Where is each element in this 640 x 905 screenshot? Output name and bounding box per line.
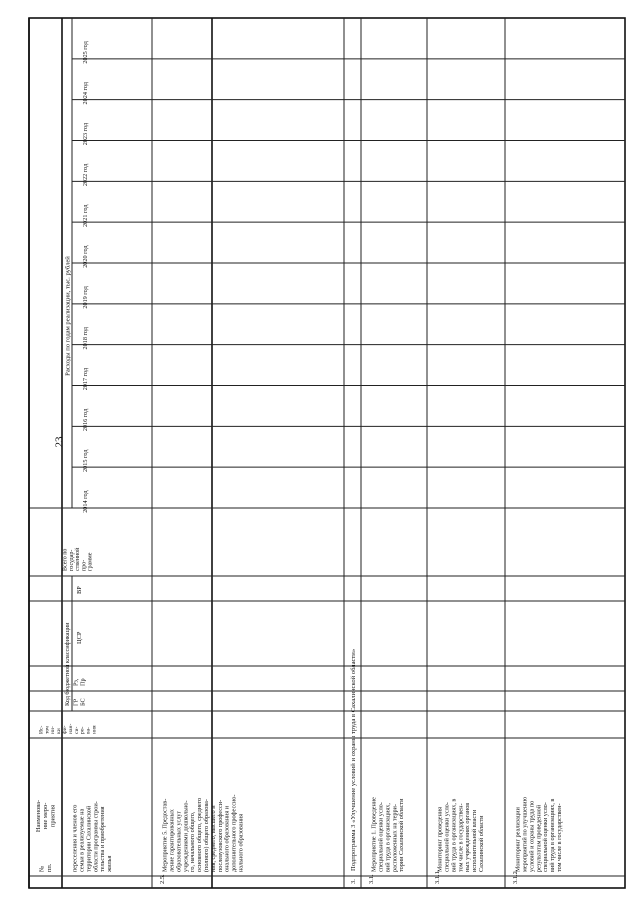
row-name-line: мероприятий по улучшению <box>521 796 529 872</box>
row-name-line: том числе в государствен- <box>457 803 465 872</box>
row-num-section <box>350 879 357 884</box>
header-num <box>39 863 53 872</box>
header-year-2016-год <box>82 408 89 431</box>
header-year-2017-год <box>82 367 89 390</box>
row-name-line: ление гарантированных <box>168 809 176 872</box>
text-line: Ис- <box>38 725 45 734</box>
row-name <box>437 799 485 872</box>
row-name-line: том числе в государствен- <box>556 803 564 872</box>
text-line: фи- <box>62 725 69 734</box>
text-line: ВР <box>76 586 84 594</box>
text-line: Всего по <box>62 548 69 571</box>
text-line: 3.1. <box>368 874 376 884</box>
text-line: Наименова- <box>35 799 43 833</box>
header-source <box>38 724 97 734</box>
header-year-2022-год <box>82 163 89 186</box>
header-year-2025-год <box>82 40 89 63</box>
text-line: пп. <box>45 863 53 872</box>
text-line: Расходы по годам реализации, тыс. рублей <box>64 256 72 376</box>
row-name-line: послевузовского професси- <box>216 799 224 872</box>
row-name <box>515 797 563 872</box>
text-line: Код бюджетной классификации <box>64 622 72 706</box>
header-year-2018-год <box>82 326 89 349</box>
text-line: БС <box>79 698 87 706</box>
text-line: про- <box>81 559 88 571</box>
row-name-line: тории Сахалинской области <box>398 798 406 872</box>
header-year-2020-год <box>82 245 89 268</box>
header-budget-code <box>64 622 71 706</box>
row-name-line: тельства и приобретения <box>99 806 107 872</box>
row-name-line: результатам проведенной <box>535 804 543 872</box>
page-number: 23 <box>53 436 65 448</box>
row-num <box>368 874 375 884</box>
header-name <box>35 800 56 832</box>
text-line: 3. <box>349 879 357 884</box>
text-line: Подпрограмма 3 «Улучшение условий и охраны труда в Сахалинской области» <box>349 648 357 871</box>
row-name-line: вий труда в организациях, в <box>549 798 557 872</box>
row-name <box>371 797 406 872</box>
row-name-line: условий и охраны труда по <box>528 800 536 872</box>
row-name-line: ных учреждениях органов <box>464 802 472 872</box>
row-name-line: специальной оценки усло- <box>443 802 451 872</box>
row-name-line: Мониторинг проведения <box>436 807 444 872</box>
row-name-line: семьи в реализуемые на <box>78 808 86 872</box>
header-vr <box>76 586 83 594</box>
row-name <box>162 795 245 872</box>
text-line: ки <box>56 728 63 734</box>
text-line: приятия <box>49 804 57 828</box>
row-name-line: Мероприятие 1. Проведение <box>370 797 378 872</box>
text-line: грамме <box>87 552 94 571</box>
header-rzpr <box>73 678 87 686</box>
row-name-line: нального образования <box>237 813 245 872</box>
text-line: ро- <box>79 726 86 734</box>
header-year-2021-год <box>82 204 89 227</box>
text-line: 2.5. <box>159 874 167 884</box>
text-line: 2015 год <box>82 449 90 472</box>
header-expenses <box>64 256 71 376</box>
row-name-line: учреждениями дошкольно- <box>182 800 190 872</box>
row-name-line: Сахалинской области <box>478 815 486 872</box>
header-total <box>63 547 94 571</box>
text-line: нан- <box>67 723 74 734</box>
text-line: ственной <box>75 547 82 571</box>
row-name-line: области программы строи- <box>92 801 100 872</box>
text-line: 2020 год <box>82 245 90 268</box>
row-name-line: основного общего, среднего <box>196 797 204 872</box>
text-line: 3.1.2. <box>512 869 520 884</box>
text-line: государ- <box>68 549 75 571</box>
row-name <box>72 801 114 873</box>
budget-table <box>27 16 627 890</box>
section-title <box>350 649 357 871</box>
row-name-line: Мероприятие 5. Предостав- <box>161 798 169 872</box>
text-line: Рз, <box>72 678 80 686</box>
row-name-line: образовательных услуг <box>175 810 183 872</box>
row-name-line: расположенных на терри- <box>391 804 399 872</box>
table-frame <box>29 18 625 888</box>
header-year-2015-год <box>82 449 89 472</box>
text-line: 2016 год <box>82 408 90 432</box>
text-line: си- <box>73 726 80 734</box>
text-line: 2019 год <box>82 286 90 309</box>
text-line: 2021 год <box>82 204 90 227</box>
header-year-2014-год <box>82 490 89 513</box>
text-line: 2023 год <box>82 122 90 146</box>
row-name-line: го, начального общего, <box>189 811 197 872</box>
text-line: Пр <box>79 678 87 686</box>
text-line: 2018 год <box>82 327 90 350</box>
text-line: ЦСР <box>76 631 84 644</box>
text-line: 3.1.1. <box>434 869 442 884</box>
row-name-line: Мониторинг реализации <box>514 807 522 872</box>
header-grbs <box>73 698 87 706</box>
header-year-2023-год <box>82 122 89 145</box>
row-name-line: территории Сахалинской <box>85 805 93 872</box>
row-name-line: исполнительной власти <box>471 809 479 872</box>
text-line: ГР <box>72 698 80 706</box>
text-line: № <box>38 865 46 872</box>
row-name-line: специальной оценки усло- <box>377 802 385 872</box>
text-line: ни- <box>50 726 57 734</box>
row-name-line: вий труда в организациях, в <box>450 798 458 872</box>
text-line: ние меро- <box>42 802 50 830</box>
row-name-line: переселения и членов его <box>71 804 79 872</box>
header-year-2019-год <box>82 285 89 308</box>
text-line: 2014 год <box>82 490 90 513</box>
row-num <box>159 874 166 884</box>
row-name-line: вий труда в организациях, <box>384 803 392 872</box>
header-csr <box>76 631 83 644</box>
text-line: 2025 год <box>82 41 90 64</box>
text-line: 2022 год <box>82 163 90 187</box>
row-name-line: жилья <box>106 855 114 872</box>
row-name-line: (полного) общего образова- <box>203 799 211 872</box>
row-name-line: специальной оценки усло- <box>542 802 550 872</box>
text-line: ния <box>91 725 98 734</box>
text-line: 2017 год <box>82 367 90 391</box>
row-name-line: онального образования и <box>223 805 231 872</box>
row-name-line: дополнительного профессио- <box>230 794 238 872</box>
row-name-line: ния, среднего, высшего и <box>209 805 217 872</box>
text-line: 2024 год <box>82 82 90 105</box>
text-line: ва- <box>85 727 92 734</box>
text-line: точ <box>44 726 51 734</box>
header-year-2024-год <box>82 81 89 104</box>
